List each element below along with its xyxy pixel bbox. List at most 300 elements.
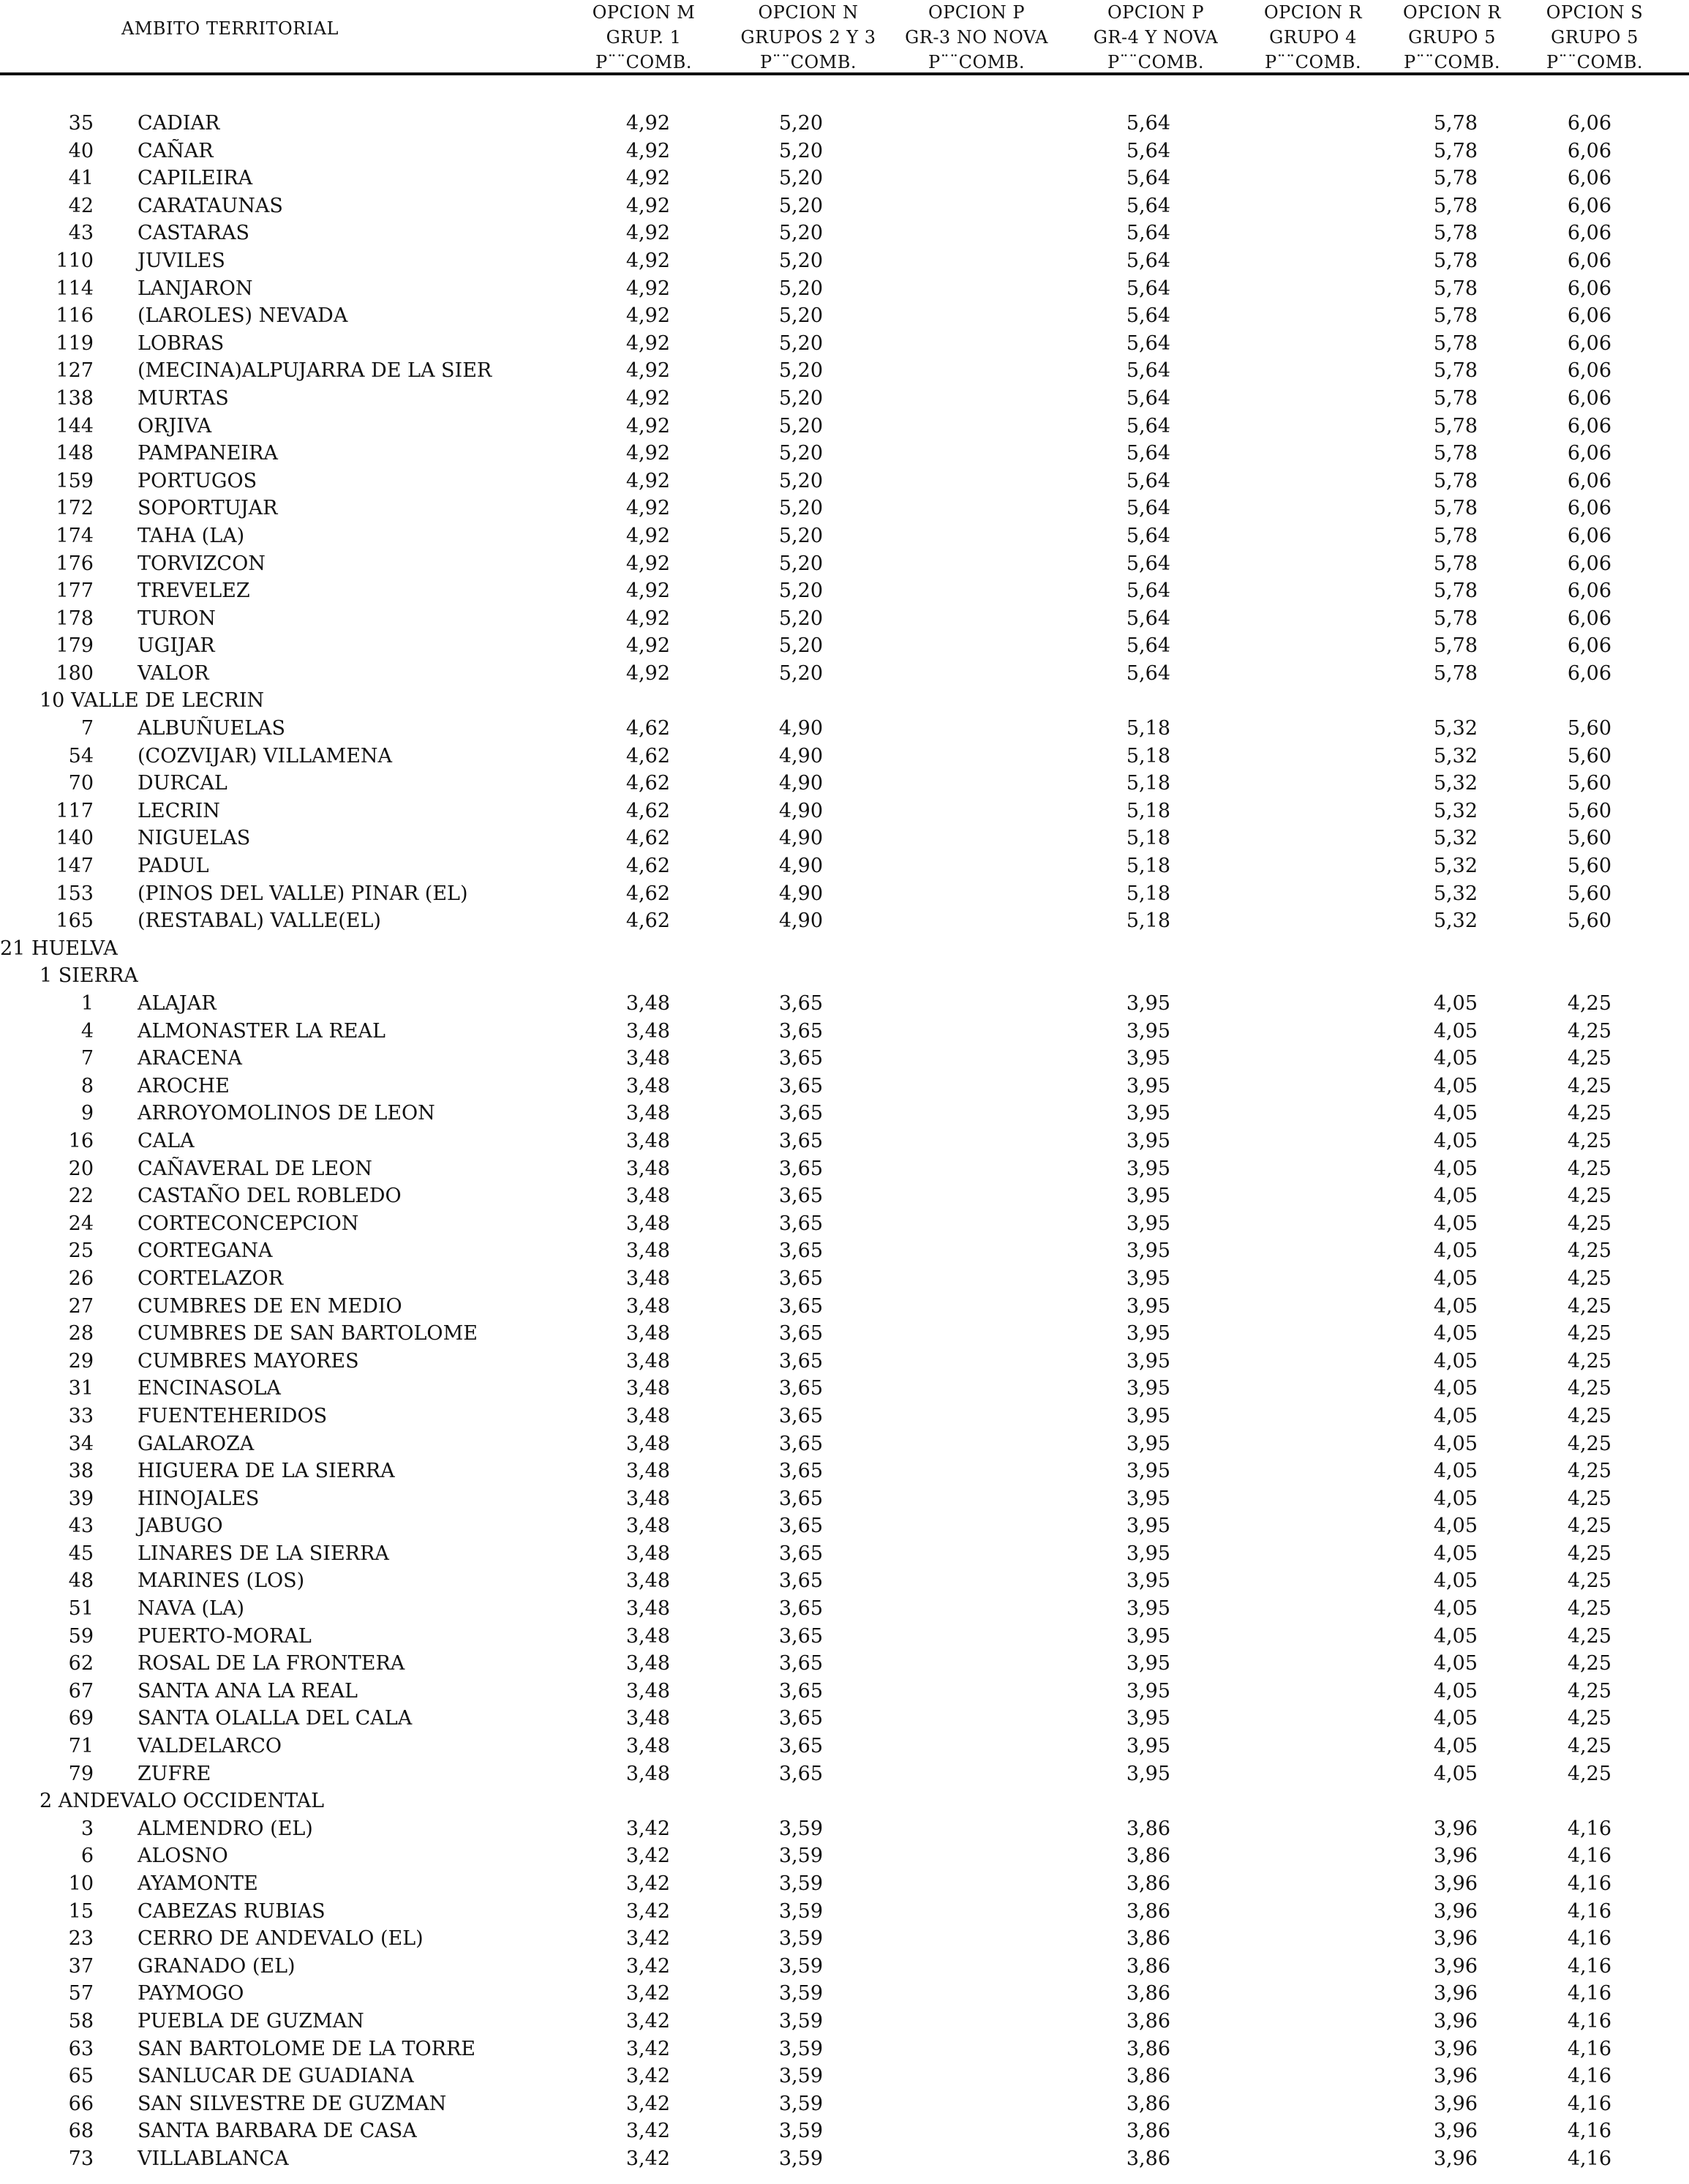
price-cell: 4,92	[625, 331, 670, 355]
municipio-name: SAN SILVESTRE DE GUZMAN	[138, 2092, 447, 2115]
price-cell: 4,25	[1567, 1349, 1611, 1373]
price-cell: 4,92	[625, 634, 670, 658]
price-cell: 4,92	[625, 386, 670, 410]
table-row	[0, 1237, 1689, 1265]
price-cell: 3,48	[625, 1735, 670, 1758]
municipio-code: 26	[68, 1267, 94, 1290]
price-cell: 3,59	[778, 1845, 823, 1868]
municipio-code: 119	[56, 331, 94, 355]
price-cell: 3,48	[625, 1624, 670, 1648]
table-row	[0, 522, 1689, 550]
price-cell: 5,32	[1433, 772, 1478, 795]
municipio-name: PAYMOGO	[138, 1982, 244, 2005]
price-cell: 3,59	[778, 2065, 823, 2088]
municipio-code: 22	[68, 1185, 94, 1208]
municipio-code: 172	[56, 497, 94, 520]
price-cell: 5,60	[1567, 827, 1611, 850]
municipio-name: CORTECONCEPCION	[138, 1212, 359, 1235]
column-header-m: OPCION M GRUP. 1 P¨¨COMB.	[592, 2, 696, 72]
municipio-code: 29	[68, 1349, 94, 1373]
price-cell: 4,25	[1567, 1404, 1611, 1427]
price-cell: 4,90	[778, 772, 823, 795]
municipio-name: UGIJAR	[138, 634, 215, 658]
municipio-code: 70	[68, 772, 94, 795]
table-row	[0, 1540, 1689, 1568]
price-cell: 5,60	[1567, 772, 1611, 795]
table-row	[0, 1485, 1689, 1513]
table-row	[0, 1018, 1689, 1046]
comarca-title: 10 VALLE DE LECRIN	[40, 689, 265, 713]
price-cell: 3,95	[1126, 1074, 1170, 1097]
price-cell: 3,65	[778, 1294, 823, 1318]
price-cell: 3,48	[625, 1404, 670, 1427]
price-cell: 3,65	[778, 1597, 823, 1621]
price-cell: 5,60	[1567, 909, 1611, 933]
price-cell: 5,32	[1433, 744, 1478, 768]
price-cell: 4,25	[1567, 992, 1611, 1015]
price-cell: 3,42	[625, 1982, 670, 2005]
municipio-name: NAVA (LA)	[138, 1597, 245, 1621]
price-cell: 5,32	[1433, 882, 1478, 905]
price-cell: 5,32	[1433, 827, 1478, 850]
price-cell: 6,06	[1567, 497, 1611, 520]
price-cell: 3,95	[1126, 1294, 1170, 1318]
price-cell: 5,20	[778, 331, 823, 355]
municipio-name: TURON	[138, 607, 216, 630]
price-cell: 5,64	[1126, 552, 1170, 575]
municipio-code: 57	[68, 1982, 94, 2005]
municipio-code: 71	[68, 1735, 94, 1758]
table-row	[0, 1045, 1689, 1073]
price-cell: 3,42	[625, 1954, 670, 1978]
price-cell: 6,06	[1567, 386, 1611, 410]
table-row	[0, 2090, 1689, 2118]
price-cell: 5,64	[1126, 607, 1170, 630]
price-cell: 4,62	[625, 882, 670, 905]
price-cell: 4,25	[1567, 1432, 1611, 1455]
municipio-name: SANTA ANA LA REAL	[138, 1679, 358, 1703]
price-cell: 4,05	[1433, 1679, 1478, 1703]
price-cell: 3,42	[625, 2120, 670, 2143]
price-cell: 4,25	[1567, 1707, 1611, 1730]
municipio-code: 148	[56, 442, 94, 465]
price-cell: 5,20	[778, 607, 823, 630]
price-cell: 3,48	[625, 1487, 670, 1510]
price-cell: 4,92	[625, 469, 670, 492]
municipio-name: CERRO DE ANDEVALO (EL)	[138, 1927, 424, 1951]
table-row	[0, 165, 1689, 192]
price-cell: 6,06	[1567, 552, 1611, 575]
table-row	[0, 1898, 1689, 1926]
price-cell: 5,20	[778, 661, 823, 685]
table-row	[0, 1678, 1689, 1705]
table-row	[0, 1127, 1689, 1155]
price-cell: 4,16	[1567, 1927, 1611, 1951]
price-cell: 6,06	[1567, 331, 1611, 355]
municipio-code: 4	[80, 1019, 94, 1043]
municipio-name: ARROYOMOLINOS DE LEON	[138, 1102, 435, 1125]
municipio-name: ARACENA	[138, 1047, 242, 1070]
price-cell: 4,25	[1567, 1157, 1611, 1180]
price-cell: 5,78	[1433, 139, 1478, 162]
price-cell: 4,05	[1433, 1294, 1478, 1318]
municipio-name: CASTAÑO DEL ROBLEDO	[138, 1185, 402, 1208]
price-cell: 5,32	[1433, 909, 1478, 933]
municipio-name: JUVILES	[138, 249, 225, 272]
table-row	[0, 1265, 1689, 1293]
price-cell: 3,95	[1126, 1404, 1170, 1427]
municipio-code: 28	[68, 1322, 94, 1346]
municipio-code: 67	[68, 1679, 94, 1703]
comarca-title: 1 SIERRA	[40, 964, 138, 988]
price-cell: 4,90	[778, 882, 823, 905]
municipio-code: 180	[56, 661, 94, 685]
municipio-code: 20	[68, 1157, 94, 1180]
price-cell: 6,06	[1567, 112, 1611, 135]
price-cell: 5,78	[1433, 579, 1478, 603]
price-cell: 3,65	[778, 1322, 823, 1346]
price-cell: 5,32	[1433, 799, 1478, 822]
municipio-code: 43	[68, 1515, 94, 1538]
price-cell: 5,20	[778, 386, 823, 410]
price-cell: 4,92	[625, 442, 670, 465]
price-cell: 3,95	[1126, 1652, 1170, 1675]
municipio-name: FUENTEHERIDOS	[138, 1404, 328, 1427]
price-cell: 3,86	[1126, 1845, 1170, 1868]
price-cell: 6,06	[1567, 277, 1611, 300]
price-cell: 3,95	[1126, 1019, 1170, 1043]
table-row	[0, 440, 1689, 468]
municipio-name: CAPILEIRA	[138, 167, 253, 190]
table-row	[0, 880, 1689, 908]
municipio-code: 23	[68, 1927, 94, 1951]
table-row	[0, 798, 1689, 825]
price-cell: 5,18	[1126, 772, 1170, 795]
price-cell: 5,20	[778, 359, 823, 383]
provincia-title: 21 HUELVA	[0, 937, 118, 960]
price-cell: 4,16	[1567, 1982, 1611, 2005]
municipio-name: ROSAL DE LA FRONTERA	[138, 1652, 405, 1675]
municipio-code: 24	[68, 1212, 94, 1235]
price-cell: 6,06	[1567, 634, 1611, 658]
table-row	[0, 1595, 1689, 1623]
price-cell: 3,48	[625, 1239, 670, 1263]
price-cell: 4,62	[625, 772, 670, 795]
price-cell: 4,05	[1433, 1377, 1478, 1400]
price-cell: 6,06	[1567, 524, 1611, 547]
municipio-code: 73	[68, 2147, 94, 2170]
price-cell: 4,25	[1567, 1047, 1611, 1070]
price-cell: 5,64	[1126, 634, 1170, 658]
price-cell: 3,65	[778, 1679, 823, 1703]
price-cell: 5,32	[1433, 855, 1478, 878]
municipio-name: ENCINASOLA	[138, 1377, 281, 1400]
price-cell: 4,25	[1567, 1239, 1611, 1263]
municipio-name: SANTA BARBARA DE CASA	[138, 2120, 417, 2143]
price-cell: 3,95	[1126, 1515, 1170, 1538]
price-cell: 4,62	[625, 909, 670, 933]
price-cell: 4,92	[625, 524, 670, 547]
price-cell: 4,25	[1567, 1624, 1611, 1648]
table-row	[0, 330, 1689, 358]
municipio-name: DURCAL	[138, 772, 227, 795]
price-cell: 5,18	[1126, 799, 1170, 822]
price-cell: 3,48	[625, 1322, 670, 1346]
municipio-name: LINARES DE LA SIERRA	[138, 1542, 389, 1565]
price-cell: 3,48	[625, 1460, 670, 1483]
price-cell: 3,42	[625, 1899, 670, 1923]
price-cell: 3,65	[778, 1707, 823, 1730]
table-row	[0, 357, 1689, 385]
municipio-name: TORVIZCON	[138, 552, 266, 575]
price-cell: 4,16	[1567, 1872, 1611, 1895]
price-cell: 4,16	[1567, 2009, 1611, 2033]
table-row	[0, 1760, 1689, 1788]
price-cell: 3,48	[625, 1294, 670, 1318]
column-header-r-grupo5: OPCION R GRUPO 5 P¨¨COMB.	[1402, 2, 1502, 72]
price-cell: 4,62	[625, 855, 670, 878]
price-cell: 5,64	[1126, 167, 1170, 190]
table-row	[0, 550, 1689, 578]
price-cell: 5,78	[1433, 469, 1478, 492]
municipio-name: LECRIN	[138, 799, 220, 822]
municipio-code: 25	[68, 1239, 94, 1263]
table-row	[0, 1348, 1689, 1376]
price-cell: 5,64	[1126, 277, 1170, 300]
municipio-name: CORTEGANA	[138, 1239, 273, 1263]
price-cell: 4,90	[778, 909, 823, 933]
price-cell: 3,96	[1433, 2037, 1478, 2060]
price-cell: 6,06	[1567, 469, 1611, 492]
price-cell: 4,25	[1567, 1102, 1611, 1125]
table-row	[0, 1100, 1689, 1127]
municipio-code: 48	[68, 1569, 94, 1593]
price-cell: 4,25	[1567, 1762, 1611, 1785]
municipio-code: 27	[68, 1294, 94, 1318]
price-cell: 4,16	[1567, 1845, 1611, 1868]
price-cell: 3,65	[778, 1515, 823, 1538]
price-cell: 4,92	[625, 359, 670, 383]
municipio-name: HINOJALES	[138, 1487, 260, 1510]
price-cell: 5,78	[1433, 442, 1478, 465]
price-cell: 3,95	[1126, 1377, 1170, 1400]
price-cell: 5,78	[1433, 194, 1478, 217]
municipio-code: 9	[80, 1102, 94, 1125]
municipio-name: ALMENDRO (EL)	[138, 1817, 313, 1840]
municipio-code: 69	[68, 1707, 94, 1730]
table-row	[0, 632, 1689, 660]
price-cell: 3,95	[1126, 1762, 1170, 1785]
municipio-name: (RESTABAL) VALLE(EL)	[138, 909, 381, 933]
price-cell: 4,92	[625, 194, 670, 217]
price-cell: 6,06	[1567, 661, 1611, 685]
municipio-name: LOBRAS	[138, 331, 225, 355]
price-cell: 5,78	[1433, 222, 1478, 245]
price-cell: 3,96	[1433, 1982, 1478, 2005]
price-cell: 3,86	[1126, 2092, 1170, 2115]
price-cell: 4,05	[1433, 1047, 1478, 1070]
municipio-code: 159	[56, 469, 94, 492]
price-cell: 3,95	[1126, 1542, 1170, 1565]
price-cell: 5,64	[1126, 386, 1170, 410]
table-row	[0, 2145, 1689, 2173]
price-cell: 3,59	[778, 1899, 823, 1923]
table-row	[0, 743, 1689, 770]
price-cell: 4,16	[1567, 1954, 1611, 1978]
municipio-code: 51	[68, 1597, 94, 1621]
price-cell: 3,48	[625, 1569, 670, 1593]
municipio-name: TREVELEZ	[138, 579, 250, 603]
municipio-code: 114	[56, 277, 94, 300]
price-cell: 5,18	[1126, 744, 1170, 768]
price-cell: 4,05	[1433, 992, 1478, 1015]
column-header-s-grupo5: OPCION S GRUPO 5 P¨¨COMB.	[1546, 2, 1644, 72]
price-cell: 3,42	[625, 2147, 670, 2170]
price-cell: 3,65	[778, 1074, 823, 1097]
price-cell: 5,60	[1567, 855, 1611, 878]
municipio-name: MURTAS	[138, 386, 229, 410]
table-row	[0, 1925, 1689, 1953]
price-cell: 4,05	[1433, 1074, 1478, 1097]
price-cell: 6,06	[1567, 442, 1611, 465]
municipio-code: 31	[68, 1377, 94, 1400]
price-cell: 3,59	[778, 1817, 823, 1840]
price-cell: 4,05	[1433, 1102, 1478, 1125]
municipio-code: 68	[68, 2120, 94, 2143]
table-row	[0, 1073, 1689, 1100]
price-cell: 3,86	[1126, 1927, 1170, 1951]
table-row	[0, 385, 1689, 413]
price-cell: 3,95	[1126, 1349, 1170, 1373]
municipio-code: 6	[80, 1845, 94, 1868]
municipio-name: TAHA (LA)	[138, 524, 245, 547]
municipio-code: 16	[68, 1129, 94, 1152]
price-cell: 3,96	[1433, 1954, 1478, 1978]
price-cell: 4,25	[1567, 1597, 1611, 1621]
price-cell: 3,42	[625, 2065, 670, 2088]
table-row	[0, 1512, 1689, 1540]
price-cell: 5,78	[1433, 304, 1478, 328]
price-cell: 3,65	[778, 1432, 823, 1455]
price-cell: 4,05	[1433, 1735, 1478, 1758]
municipio-code: 54	[68, 744, 94, 768]
price-cell: 3,48	[625, 1129, 670, 1152]
municipio-code: 177	[56, 579, 94, 603]
municipio-name: CADIAR	[138, 112, 220, 135]
price-cell: 3,59	[778, 1927, 823, 1951]
price-cell: 5,20	[778, 442, 823, 465]
price-cell: 4,05	[1433, 1460, 1478, 1483]
price-cell: 4,92	[625, 414, 670, 438]
price-cell: 3,42	[625, 1872, 670, 1895]
municipio-code: 33	[68, 1404, 94, 1427]
price-cell: 3,95	[1126, 1460, 1170, 1483]
municipio-name: (LAROLES) NEVADA	[138, 304, 348, 328]
price-cell: 3,86	[1126, 1954, 1170, 1978]
price-cell: 4,90	[778, 855, 823, 878]
price-cell: 3,59	[778, 2147, 823, 2170]
municipio-code: 7	[80, 717, 94, 740]
price-cell: 3,95	[1126, 1102, 1170, 1125]
price-cell: 4,90	[778, 717, 823, 740]
table-row	[0, 1842, 1689, 1870]
table-row	[0, 110, 1689, 138]
price-cell: 5,20	[778, 277, 823, 300]
price-cell: 3,86	[1126, 2037, 1170, 2060]
price-cell: 4,16	[1567, 2037, 1611, 2060]
table-row	[0, 770, 1689, 798]
municipio-name: CASTARAS	[138, 222, 250, 245]
price-cell: 4,92	[625, 304, 670, 328]
price-cell: 4,92	[625, 167, 670, 190]
price-cell: 5,60	[1567, 744, 1611, 768]
price-cell: 4,92	[625, 497, 670, 520]
price-cell: 4,25	[1567, 1074, 1611, 1097]
price-cell: 4,92	[625, 112, 670, 135]
price-cell: 3,65	[778, 1652, 823, 1675]
price-cell: 4,62	[625, 717, 670, 740]
comarca-heading	[0, 962, 1689, 990]
municipio-name: PUEBLA DE GUZMAN	[138, 2009, 364, 2033]
price-cell: 5,64	[1126, 442, 1170, 465]
municipio-code: 147	[56, 855, 94, 878]
table-row	[0, 302, 1689, 330]
price-cell: 3,96	[1433, 1817, 1478, 1840]
price-cell: 4,05	[1433, 1762, 1478, 1785]
comarca-title: 2 ANDEVALO OCCIDENTAL	[40, 1790, 325, 1813]
table-row	[0, 825, 1689, 852]
price-cell: 5,64	[1126, 469, 1170, 492]
municipio-name: HIGUERA DE LA SIERRA	[138, 1460, 395, 1483]
table-row	[0, 1705, 1689, 1733]
price-cell: 3,65	[778, 1267, 823, 1290]
price-cell: 6,06	[1567, 607, 1611, 630]
price-cell: 3,42	[625, 2037, 670, 2060]
price-cell: 3,95	[1126, 1487, 1170, 1510]
price-cell: 4,25	[1567, 1377, 1611, 1400]
price-cell: 3,59	[778, 1982, 823, 2005]
table-row	[0, 852, 1689, 880]
price-cell: 6,06	[1567, 139, 1611, 162]
price-cell: 5,78	[1433, 414, 1478, 438]
price-cell: 5,64	[1126, 304, 1170, 328]
price-cell: 4,92	[625, 552, 670, 575]
price-cell: 4,05	[1433, 1019, 1478, 1043]
price-cell: 3,65	[778, 1239, 823, 1263]
municipio-name: (PINOS DEL VALLE) PINAR (EL)	[138, 882, 468, 905]
municipio-code: 127	[56, 359, 94, 383]
price-cell: 4,05	[1433, 1707, 1478, 1730]
municipio-name: CORTELAZOR	[138, 1267, 284, 1290]
price-cell: 3,65	[778, 1569, 823, 1593]
price-cell: 3,86	[1126, 2009, 1170, 2033]
price-cell: 4,05	[1433, 1267, 1478, 1290]
municipio-name: ALMONASTER LA REAL	[138, 1019, 385, 1043]
price-cell: 4,92	[625, 607, 670, 630]
municipio-name: ZUFRE	[138, 1762, 211, 1785]
price-cell: 5,20	[778, 579, 823, 603]
price-cell: 5,20	[778, 304, 823, 328]
municipio-name: CAÑAR	[138, 139, 214, 162]
price-cell: 4,05	[1433, 1542, 1478, 1565]
municipio-code: 66	[68, 2092, 94, 2115]
price-cell: 3,95	[1126, 1185, 1170, 1208]
provincia-heading	[0, 935, 1689, 963]
price-cell: 5,20	[778, 167, 823, 190]
price-cell: 4,05	[1433, 1239, 1478, 1263]
price-cell: 6,06	[1567, 579, 1611, 603]
price-cell: 3,48	[625, 1074, 670, 1097]
